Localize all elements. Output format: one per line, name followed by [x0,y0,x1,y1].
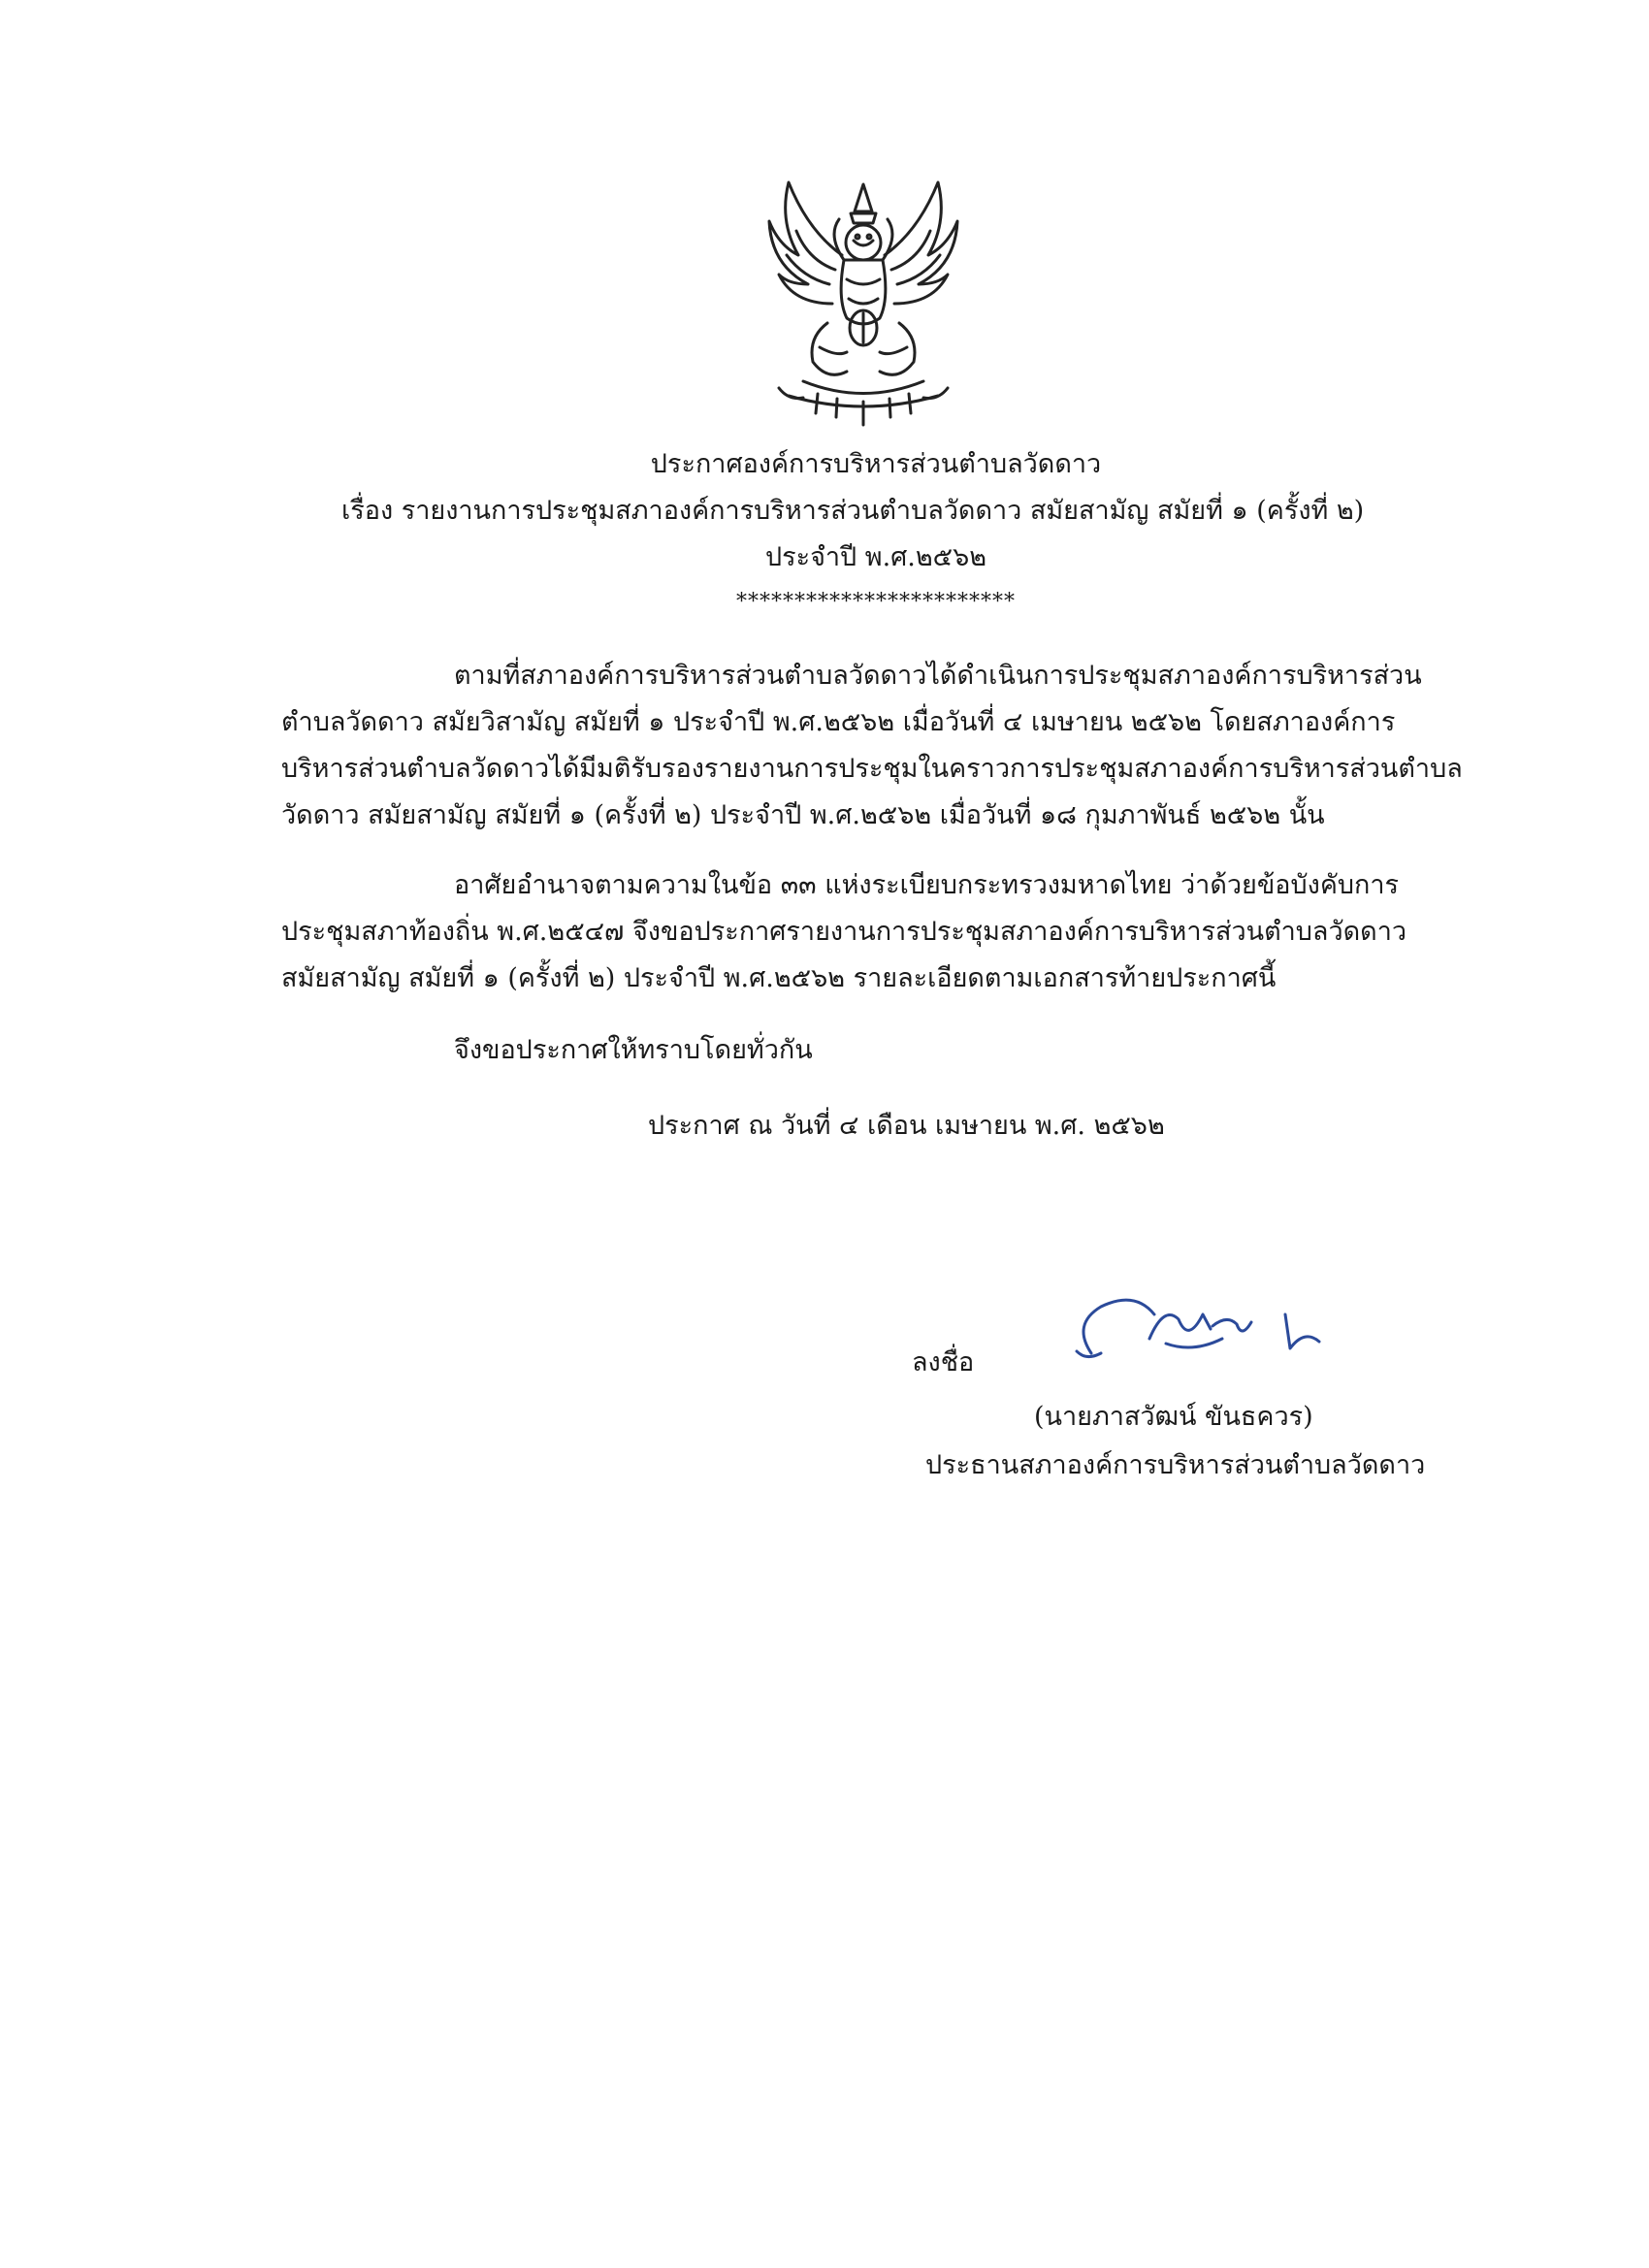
garuda-emblem-icon [750,163,977,431]
document-title: ประกาศองค์การบริหารส่วนตำบลวัดดาว [650,449,1102,479]
paragraph-2-line-2: ประชุมสภาท้องถิ่น พ.ศ.๒๕๔๗ จึงขอประกาศรายงานการประชุมสภาองค์การบริหารส่วนตำบลวัดดาว [281,917,1407,947]
paragraph-1-line-3: บริหารส่วนตำบลวัดดาวได้มีมติรับรองรายงานการประชุมในคราวการประชุมสภาองค์การบริหารส่วนตำบล [281,754,1463,784]
handwritten-signature [1057,1285,1334,1382]
announcement-date: ประกาศ ณ วันที่ ๔ เดือน เมษายน พ.ศ. ๒๕๖๒ [648,1111,1165,1141]
paragraph-2-line-3: สมัยสามัญ สมัยที่ ๑ (ครั้งที่ ๒) ประจำปี พ.ศ.๒๕๖๒ รายละเอียดตามเอกสารท้ายประกาศนี้ [281,963,1277,993]
signatory-position: ประธานสภาองค์การบริหารส่วนตำบลวัดดาว [925,1450,1426,1480]
paragraph-1-line-1: ตามที่สภาองค์การบริหารส่วนตำบลวัดดาวได้ดำเนินการประชุมสภาองค์การบริหารส่วน [454,661,1422,691]
closing-statement: จึงขอประกาศให้ทราบโดยทั่วกัน [454,1035,813,1065]
paragraph-1-line-2: ตำบลวัดดาว สมัยวิสามัญ สมัยที่ ๑ ประจำปี พ.ศ.๒๕๖๒ เมื่อวันที่ ๔ เมษายน ๒๕๖๒ โดยสภาองค์การ [281,707,1396,737]
paragraph-1-line-4: วัดดาว สมัยสามัญ สมัยที่ ๑ (ครั้งที่ ๒) ประจำปี พ.ศ.๒๕๖๒ เมื่อวันที่ ๑๘ กุมภาพันธ์ ๒๕๖๒ นั้น [281,800,1325,830]
paragraph-2-line-1: อาศัยอำนาจตามความในข้อ ๓๓ แห่งระเบียบกระทรวงมหาดไทย ว่าด้วยข้อบังคับการ [454,870,1400,900]
document-subject: เรื่อง รายงานการประชุมสภาองค์การบริหารส่วนตำบลวัดดาว สมัยสามัญ สมัยที่ ๑ (ครั้งที่ ๒) [341,496,1365,526]
header-divider: ************************ [736,590,1016,614]
signatory-name: (นายภาสวัฒน์ ขันธควร) [1034,1402,1313,1432]
sign-label: ลงชื่อ [912,1347,975,1377]
document-year: ประจำปี พ.ศ.๒๕๖๒ [764,542,987,572]
